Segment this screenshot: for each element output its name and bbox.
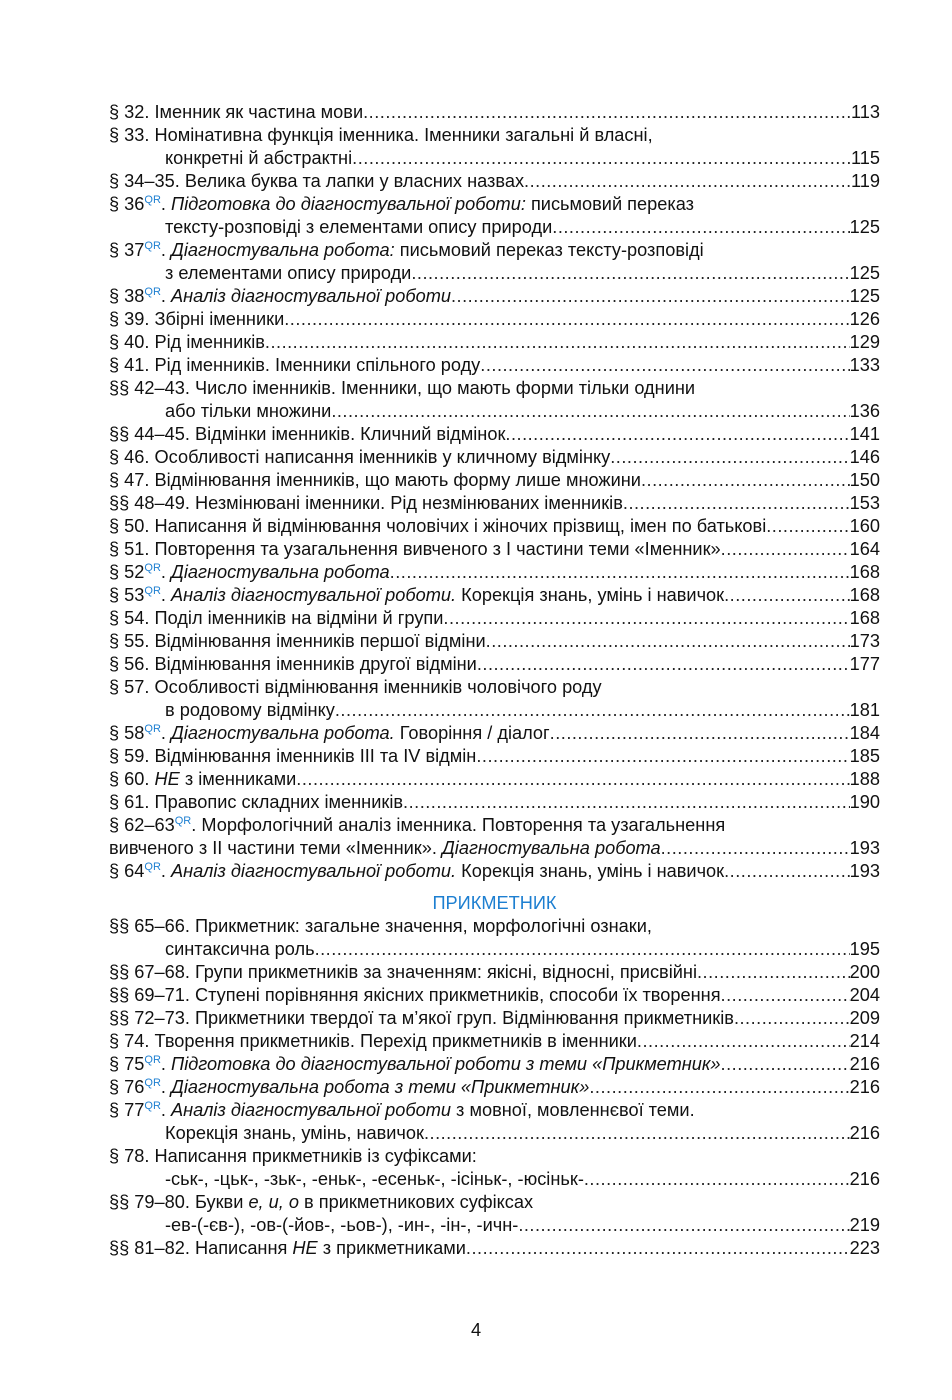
toc-entry-text bbox=[109, 653, 477, 676]
toc-entry-text bbox=[109, 124, 653, 147]
dot-leader bbox=[443, 607, 849, 630]
toc-entry-italic: Діагностувальна робота bbox=[171, 562, 390, 582]
toc-entry bbox=[109, 400, 880, 423]
toc-entry bbox=[109, 239, 880, 262]
toc-page-number: 173 bbox=[849, 631, 880, 651]
toc-entry-segment: § 76 bbox=[109, 1077, 145, 1097]
toc-entry-segment: § 57. Особливості відмінювання іменників чоловічого роду bbox=[109, 677, 602, 697]
toc-page-number: 216 bbox=[849, 1054, 880, 1074]
toc-entry bbox=[109, 745, 880, 768]
dot-leader bbox=[623, 492, 850, 515]
toc-entry-segment: § 60. bbox=[109, 769, 155, 789]
toc-entry-text bbox=[109, 446, 610, 469]
toc-entry bbox=[109, 1030, 880, 1053]
toc-entry bbox=[109, 285, 880, 308]
dot-leader bbox=[766, 515, 849, 538]
toc-entry-segment: § 40. Рід іменників bbox=[109, 332, 265, 352]
toc-entry-text bbox=[109, 984, 721, 1007]
toc-entry-segment: § 62–63 bbox=[109, 815, 175, 835]
toc-entry-text bbox=[109, 860, 724, 883]
toc-page-number: 214 bbox=[849, 1031, 880, 1051]
toc-entry-segment: . bbox=[160, 194, 172, 214]
toc-entry-segment: § 47. Відмінювання іменників, що мають форму лише множини bbox=[109, 470, 641, 490]
toc-entry bbox=[109, 354, 880, 377]
toc-entry-segment: § 53 bbox=[109, 585, 145, 605]
toc-entry-italic: Аналіз діагностувальної роботи bbox=[171, 286, 451, 306]
toc-entry-segment: § 56. Відмінювання іменників другої відміни bbox=[109, 654, 477, 674]
dot-leader bbox=[352, 147, 851, 170]
toc-entry-segment: . bbox=[160, 562, 172, 582]
toc-entry-segment: §§ 81–82. Написання bbox=[109, 1238, 293, 1258]
toc-entry bbox=[109, 915, 880, 938]
toc-entry-segment: § 39. Збірні іменники bbox=[109, 309, 285, 329]
toc-page-number: 126 bbox=[849, 309, 880, 329]
toc-entry-segment: Корекція знань, умінь, навичок bbox=[165, 1123, 424, 1143]
toc-page-number: 146 bbox=[849, 447, 880, 467]
toc-entry-segment: §§ 48–49. Незмінювані іменники. Рід незмінюваних іменників bbox=[109, 493, 623, 513]
toc-entry-segment: . bbox=[160, 861, 172, 881]
toc-entry-segment: в родовому відмінку bbox=[165, 700, 335, 720]
toc-entry-segment: § 36 bbox=[109, 194, 145, 214]
toc-entry-italic: е, и, о bbox=[248, 1192, 299, 1212]
toc-entry-segment: з прикметниками bbox=[317, 1238, 466, 1258]
dot-leader bbox=[721, 538, 850, 561]
toc-entry bbox=[109, 630, 880, 653]
toc-page-number: 216 bbox=[849, 1077, 880, 1097]
toc-page-number: 177 bbox=[849, 654, 880, 674]
toc-page-number: 188 bbox=[849, 769, 880, 789]
toc-page-number: 195 bbox=[849, 939, 880, 959]
qr-marker: QR bbox=[144, 1077, 161, 1089]
dot-leader bbox=[734, 1007, 850, 1030]
toc-entry-text bbox=[109, 331, 265, 354]
toc-entry-segment: Корекція знань, умінь і навичок bbox=[456, 585, 725, 605]
toc-entry bbox=[109, 607, 880, 630]
toc-entry-text bbox=[109, 492, 623, 515]
toc-entry bbox=[109, 653, 880, 676]
toc-entry-segment: Корекція знань, умінь і навичок bbox=[456, 861, 725, 881]
toc-entry bbox=[109, 1191, 880, 1214]
toc-entry bbox=[109, 423, 880, 446]
toc-entry-segment: письмовий переказ тексту-розповіді bbox=[394, 240, 704, 260]
toc-entry bbox=[109, 699, 880, 722]
toc-entry bbox=[109, 1122, 880, 1145]
qr-marker: QR bbox=[144, 585, 161, 597]
toc-entry-text bbox=[109, 285, 451, 308]
toc-entry-text bbox=[109, 791, 403, 814]
toc-entry bbox=[109, 331, 880, 354]
qr-marker: QR bbox=[144, 562, 161, 574]
toc-entry-segment: в прикметникових суфіксах bbox=[299, 1192, 534, 1212]
toc-entry-segment: §§ 72–73. Прикметники твердої та м’якої груп. Відмінювання прикметників bbox=[109, 1008, 734, 1028]
dot-leader bbox=[550, 722, 850, 745]
dot-leader bbox=[390, 561, 850, 584]
qr-marker: QR bbox=[144, 1054, 161, 1066]
toc-entry bbox=[109, 984, 880, 1007]
toc-entry-segment: § 32. Іменник як частина мови bbox=[109, 102, 364, 122]
toc-page-number: 185 bbox=[849, 746, 880, 766]
toc-entry-segment: §§ 67–68. Групи прикметників за значенням: якісні, відносні, присвійні bbox=[109, 962, 697, 982]
toc-entry-text bbox=[109, 676, 602, 699]
toc-entry bbox=[109, 768, 880, 791]
toc-entry bbox=[109, 469, 880, 492]
toc-page-number: 141 bbox=[849, 424, 880, 444]
toc-page-number: 193 bbox=[849, 861, 880, 881]
toc-entry-text bbox=[109, 538, 721, 561]
toc-entry bbox=[109, 193, 880, 216]
toc-entry bbox=[109, 492, 880, 515]
toc-page-number: 168 bbox=[849, 585, 880, 605]
toc-entry-text bbox=[165, 699, 335, 722]
toc-entry-segment: § 77 bbox=[109, 1100, 145, 1120]
toc-entry-segment: синтаксична роль bbox=[165, 939, 315, 959]
toc-page-number: 164 bbox=[849, 539, 880, 559]
toc-entry bbox=[109, 216, 880, 239]
toc-entry bbox=[109, 446, 880, 469]
toc-entry-text bbox=[109, 469, 641, 492]
toc-entry-segment: § 61. Правопис складних іменників bbox=[109, 792, 404, 812]
toc-entry-text bbox=[109, 515, 766, 538]
toc-page-number: 209 bbox=[849, 1008, 880, 1028]
toc-entry bbox=[109, 837, 880, 860]
toc-entry bbox=[109, 1237, 880, 1260]
toc-entry-text bbox=[109, 193, 694, 216]
toc-entry-text bbox=[109, 1007, 734, 1030]
toc-entry-segment: конкретні й абстрактні bbox=[165, 148, 353, 168]
toc-entry-text bbox=[109, 1237, 466, 1260]
toc-entry-segment: тексту-розповіді з елементами опису природи bbox=[165, 217, 553, 237]
dot-leader bbox=[477, 653, 850, 676]
qr-marker: QR bbox=[144, 861, 161, 873]
toc-entry-text bbox=[109, 423, 505, 446]
toc-entry bbox=[109, 961, 880, 984]
dot-leader bbox=[331, 400, 849, 423]
toc-page-number: 168 bbox=[849, 562, 880, 582]
toc-entry-segment: § 50. Написання й відмінювання чоловічих і жіночих прізвищ, імен по батькові bbox=[109, 516, 767, 536]
toc-entry-text bbox=[109, 1053, 721, 1076]
toc-entry-text bbox=[165, 938, 315, 961]
toc-entry bbox=[109, 124, 880, 147]
toc-entry bbox=[109, 538, 880, 561]
toc-entry-segment: . Морфологічний аналіз іменника. Повторення та узагальнення bbox=[191, 815, 726, 835]
toc-entry-italic: Аналіз діагностувальної роботи. bbox=[171, 585, 457, 605]
toc-entry bbox=[109, 1214, 880, 1237]
toc-entry bbox=[109, 722, 880, 745]
toc-entry-italic: Діагностувальна робота: bbox=[171, 240, 395, 260]
toc-entry-text bbox=[165, 400, 331, 423]
toc-entry-text bbox=[109, 630, 486, 653]
dot-leader bbox=[363, 101, 851, 124]
dot-leader bbox=[315, 938, 850, 961]
dot-leader bbox=[724, 860, 850, 883]
qr-marker: QR bbox=[144, 286, 161, 298]
toc-entry-italic: Аналіз діагностувальної роботи bbox=[171, 1100, 451, 1120]
toc-page-number: 125 bbox=[849, 217, 880, 237]
table-of-contents bbox=[109, 101, 880, 1260]
toc-entry-text bbox=[109, 768, 296, 791]
toc-entry-segment: § 55. Відмінювання іменників першої відміни bbox=[109, 631, 486, 651]
toc-page-number: 150 bbox=[849, 470, 880, 490]
toc-entry-italic: Підготовка до діагностувальної роботи з теми «Прикметник» bbox=[171, 1054, 721, 1074]
toc-entry-segment: . bbox=[160, 1054, 172, 1074]
qr-marker: QR bbox=[144, 194, 161, 206]
toc-page-number: 219 bbox=[849, 1215, 880, 1235]
toc-entry-text bbox=[109, 745, 476, 768]
toc-entry bbox=[109, 938, 880, 961]
toc-entry-text bbox=[109, 239, 704, 262]
dot-leader bbox=[518, 1214, 849, 1237]
toc-entry-text bbox=[109, 1191, 533, 1214]
toc-page-number: 113 bbox=[851, 102, 880, 122]
toc-entry bbox=[109, 814, 880, 837]
dot-leader bbox=[637, 1030, 850, 1053]
qr-marker: QR bbox=[144, 1100, 161, 1112]
dot-leader bbox=[476, 745, 849, 768]
dot-leader bbox=[296, 768, 849, 791]
toc-entry-text bbox=[109, 722, 550, 745]
page-number: 4 bbox=[470, 1320, 482, 1340]
toc-entry-italic: Діагностувальна робота з теми «Прикметник» bbox=[171, 1077, 590, 1097]
toc-entry-segment: §§ 79–80. Букви bbox=[109, 1192, 249, 1212]
qr-marker: QR bbox=[144, 240, 161, 252]
toc-entry bbox=[109, 1145, 880, 1168]
toc-entry-text bbox=[109, 377, 695, 400]
dot-leader bbox=[721, 1053, 850, 1076]
toc-entry-segment: § 75 bbox=[109, 1054, 145, 1074]
toc-entry-segment: . bbox=[160, 1100, 172, 1120]
dot-leader bbox=[524, 170, 851, 193]
dot-leader bbox=[610, 446, 849, 469]
dot-leader bbox=[697, 961, 850, 984]
toc-page-number: 115 bbox=[851, 148, 880, 168]
toc-entry-segment: §§ 69–71. Ступені порівняння якісних прикметників, способи їх творення bbox=[109, 985, 721, 1005]
toc-entry bbox=[109, 101, 880, 124]
toc-entry-segment: § 54. Поділ іменників на відміни й групи bbox=[109, 608, 444, 628]
toc-page-number: 168 bbox=[849, 608, 880, 628]
toc-entry-segment: . bbox=[160, 723, 172, 743]
dot-leader bbox=[552, 216, 849, 239]
toc-entry-text bbox=[109, 561, 390, 584]
dot-leader bbox=[724, 584, 850, 607]
toc-entry bbox=[109, 1007, 880, 1030]
dot-leader bbox=[265, 331, 850, 354]
toc-entry-text bbox=[109, 607, 443, 630]
toc-entry-text bbox=[109, 837, 661, 860]
section-heading: ПРИКМЕТНИК bbox=[432, 893, 557, 913]
toc-page-number: 223 bbox=[849, 1238, 880, 1258]
toc-entry-segment: § 59. Відмінювання іменників ІІІ та IV відмін bbox=[109, 746, 477, 766]
toc-entry-segment: з елементами опису природи bbox=[165, 263, 412, 283]
toc-page-number: 119 bbox=[851, 171, 880, 191]
toc-page-number: 136 bbox=[849, 401, 880, 421]
toc-entry-text bbox=[165, 216, 552, 239]
toc-entry bbox=[109, 860, 880, 883]
toc-entry-segment: -ев-(-єв-), -ов-(-йов-, -ьов-), -ин-, -ін-, -ичн- bbox=[165, 1215, 519, 1235]
toc-entry bbox=[109, 170, 880, 193]
toc-page-number: 200 bbox=[849, 962, 880, 982]
toc-entry-segment: § 46. Особливості написання іменників у кличному відмінку bbox=[109, 447, 611, 467]
dot-leader bbox=[284, 308, 849, 331]
toc-entry bbox=[109, 561, 880, 584]
toc-entry-text bbox=[109, 814, 725, 837]
toc-entry bbox=[109, 1076, 880, 1099]
toc-entry bbox=[109, 377, 880, 400]
toc-entry-segment: §§ 44–45. Відмінки іменників. Кличний відмінок bbox=[109, 424, 506, 444]
toc-page-number: 184 bbox=[849, 723, 880, 743]
toc-page-number: 181 bbox=[849, 700, 880, 720]
dot-leader bbox=[411, 262, 849, 285]
toc-entry-text bbox=[165, 147, 352, 170]
toc-page-number: 125 bbox=[849, 286, 880, 306]
toc-entry-segment: . bbox=[160, 1077, 172, 1097]
toc-entry bbox=[109, 1099, 880, 1122]
toc-entry-text bbox=[109, 915, 652, 938]
toc-entry-segment: § 58 bbox=[109, 723, 145, 743]
toc-entry-text bbox=[165, 1122, 424, 1145]
dot-leader bbox=[424, 1122, 850, 1145]
toc-entry-segment: § 64 bbox=[109, 861, 145, 881]
toc-entry-italic: НЕ bbox=[292, 1238, 318, 1258]
toc-entry bbox=[109, 584, 880, 607]
toc-entry-segment: § 33. Номінативна функція іменника. Іменники загальні й власні, bbox=[109, 125, 653, 145]
toc-entry bbox=[109, 308, 880, 331]
toc-entry-segment: §§ 42–43. Число іменників. Іменники, що мають форми тільки однини bbox=[109, 378, 696, 398]
toc-page-number: 216 bbox=[849, 1169, 880, 1189]
toc-page-number: 133 bbox=[849, 355, 880, 375]
dot-leader bbox=[403, 791, 850, 814]
dot-leader bbox=[641, 469, 850, 492]
toc-entry bbox=[109, 791, 880, 814]
dot-leader bbox=[505, 423, 849, 446]
dot-leader bbox=[584, 1168, 850, 1191]
toc-entry-text bbox=[109, 1099, 695, 1122]
toc-entry-text bbox=[109, 1145, 477, 1168]
toc-entry-text bbox=[109, 961, 697, 984]
toc-entry bbox=[109, 1053, 880, 1076]
toc-entry bbox=[109, 262, 880, 285]
dot-leader bbox=[335, 699, 850, 722]
toc-entry-text bbox=[165, 1168, 584, 1191]
toc-entry-italic: Підготовка до діагностувальної роботи: bbox=[171, 194, 526, 214]
toc-entry-segment: . bbox=[160, 585, 172, 605]
dot-leader bbox=[486, 630, 850, 653]
toc-entry-segment: письмовий переказ bbox=[525, 194, 694, 214]
toc-entry-text bbox=[109, 170, 524, 193]
dot-leader bbox=[661, 837, 850, 860]
toc-entry-text bbox=[109, 584, 724, 607]
toc-entry-segment: -ськ-, -цьк-, -зьк-, -еньк-, -есеньк-, -ісіньк-, -юсіньк- bbox=[165, 1169, 584, 1189]
toc-entry-segment: Говоріння / діалог bbox=[394, 723, 550, 743]
toc-entry-text bbox=[109, 1076, 589, 1099]
toc-entry-text bbox=[109, 354, 480, 377]
toc-entry bbox=[109, 147, 880, 170]
toc-entry-segment: §§ 65–66. Прикметник: загальне значення, морфологічні ознаки, bbox=[109, 916, 652, 936]
toc-page-number: 193 bbox=[849, 838, 880, 858]
toc-entry-segment: § 74. Творення прикметників. Перехід прикметників в іменники bbox=[109, 1031, 637, 1051]
toc-entry-text bbox=[109, 1030, 637, 1053]
toc-page-number: 153 bbox=[849, 493, 880, 513]
toc-entry-italic: Аналіз діагностувальної роботи. bbox=[171, 861, 457, 881]
toc-entry-text bbox=[165, 1214, 518, 1237]
toc-entry-segment: § 51. Повторення та узагальнення вивченого з І частини теми «Іменник» bbox=[109, 539, 721, 559]
dot-leader bbox=[451, 285, 850, 308]
dot-leader bbox=[466, 1237, 850, 1260]
toc-entry-segment: § 52 bbox=[109, 562, 145, 582]
toc-page-number: 204 bbox=[849, 985, 880, 1005]
toc-entry bbox=[109, 1168, 880, 1191]
toc-entry-italic: НЕ bbox=[154, 769, 180, 789]
toc-entry-segment: § 38 bbox=[109, 286, 145, 306]
toc-entry-segment: вивченого з ІІ частини теми «Іменник». bbox=[109, 838, 442, 858]
toc-entry-segment: § 34–35. Велика буква та лапки у власних назвах bbox=[109, 171, 525, 191]
toc-entry bbox=[109, 515, 880, 538]
toc-entry bbox=[109, 676, 880, 699]
toc-entry-italic: Діагностувальна робота bbox=[441, 838, 661, 858]
qr-marker: QR bbox=[174, 815, 192, 827]
dot-leader bbox=[721, 984, 850, 1007]
toc-entry-segment: § 78. Написання прикметників із суфіксами: bbox=[109, 1146, 477, 1166]
toc-entry-italic: Діагностувальна робота. bbox=[171, 723, 395, 743]
toc-page-number: 190 bbox=[849, 792, 880, 812]
toc-entry-segment: з мовної, мовленнєвої теми. bbox=[451, 1100, 695, 1120]
toc-entry-segment: § 41. Рід іменників. Іменники спільного роду bbox=[109, 355, 481, 375]
toc-entry-segment: § 37 bbox=[109, 240, 145, 260]
toc-entry-text bbox=[109, 308, 284, 331]
toc-entry-text bbox=[165, 262, 411, 285]
toc-entry-segment: . bbox=[160, 240, 172, 260]
toc-entry-segment: або тільки множини bbox=[165, 401, 332, 421]
toc-page-number: 216 bbox=[849, 1123, 880, 1143]
toc-entry-text bbox=[109, 101, 363, 124]
toc-page-number: 160 bbox=[849, 516, 880, 536]
toc-entry-segment: . bbox=[160, 286, 172, 306]
dot-leader bbox=[480, 354, 849, 377]
qr-marker: QR bbox=[144, 723, 161, 735]
dot-leader bbox=[589, 1076, 849, 1099]
toc-page-number: 129 bbox=[849, 332, 880, 352]
toc-entry-segment: з іменниками bbox=[179, 769, 297, 789]
toc-page-number: 125 bbox=[849, 263, 880, 283]
